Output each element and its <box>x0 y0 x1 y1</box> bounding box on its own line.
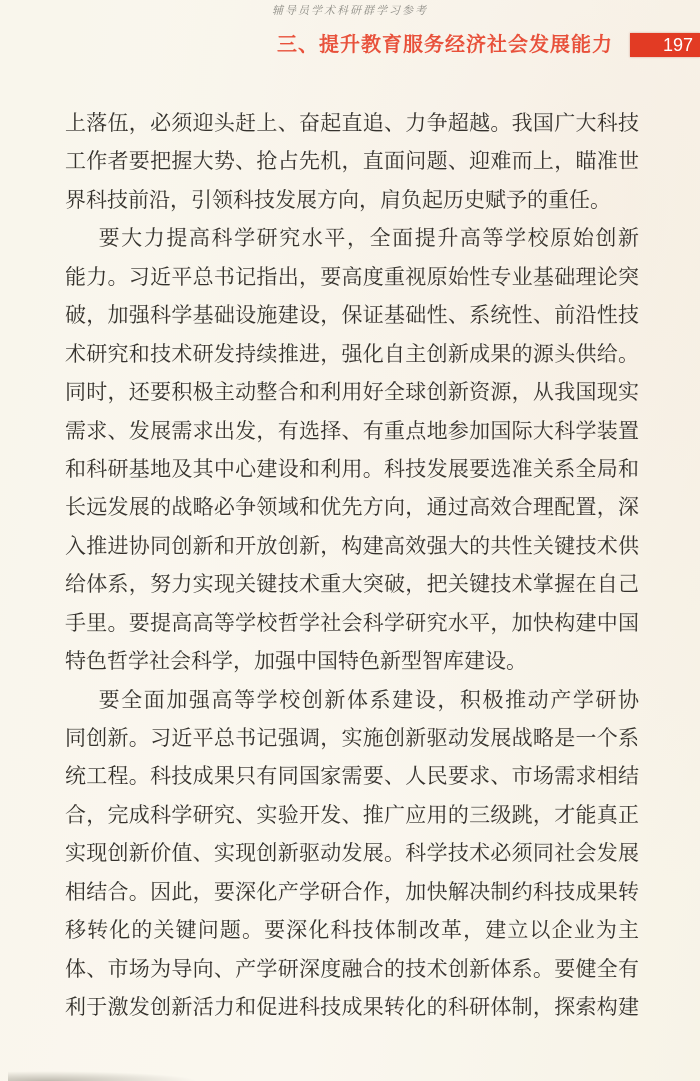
text-line: 同时，还要积极主动整合和利用好全球创新资源，从我国现实 <box>65 380 639 405</box>
scan-smudge <box>8 1071 198 1081</box>
text-line: 入推进协同创新和开放创新，构建高效强大的共性关键技术供 <box>65 533 639 558</box>
page-number: 197 <box>662 35 693 55</box>
text-line: 上落伍，必须迎头赶上、奋起直追、力争超越。我国广大科技 <box>65 111 639 135</box>
text-line: 要大力提高科学研究水平，全面提升高等学校原始创新 <box>98 226 639 251</box>
text-line: 实现创新价值、实现创新驱动发展。科学技术必须同社会发展 <box>65 841 639 866</box>
text-line: 手里。要提高高等学校哲学社会科学研究水平，加快构建中国 <box>65 610 639 635</box>
text-line: 移转化的关键问题。要深化科技体制改革，建立以企业为主 <box>65 918 639 943</box>
text-line: 给体系，努力实现关键技术重大突破，把关键技术掌握在自己 <box>65 572 639 597</box>
text-line: 工作者要把握大势、抢占先机，直面问题、迎难而上，瞄准世 <box>65 149 639 174</box>
text-line: 相结合。因此，要深化产学研合作，加快解决制约科技成果转 <box>65 879 639 904</box>
text-line: 和科研基地及其中心建设和利用。科技发展要选准关系全局和 <box>65 456 639 481</box>
text-line: 特色哲学社会科学，加强中国特色新型智库建设。 <box>65 649 527 674</box>
header-note: 辅导员学术科研群学习参考 <box>272 5 428 17</box>
text-line: 合，完成科学研究、实验开发、推广应用的三级跳，才能真正 <box>65 802 639 827</box>
text-line: 体、市场为导向、产学研深度融合的技术创新体系。要健全有 <box>65 956 639 981</box>
text-line: 要全面加强高等学校创新体系建设，积极推动产学研协 <box>98 687 639 712</box>
text-line: 同创新。习近平总书记强调，实施创新驱动发展战略是一个系 <box>65 726 639 750</box>
text-line: 界科技前沿，引领科技发展方向，肩负起历史赋予的重任。 <box>65 187 611 212</box>
page-number-badge <box>630 33 700 57</box>
text-line: 利于激发创新活力和促进科技成果转化的科研体制，探索构建 <box>65 995 639 1020</box>
chapter-title: 三、提升教育服务经济社会发展能力 <box>277 34 613 56</box>
text-line: 破，加强科学基础设施建设，保证基础性、系统性、前沿性技 <box>65 303 639 328</box>
text-line: 统工程。科技成果只有同国家需要、人民要求、市场需求相结 <box>65 764 639 789</box>
body-text <box>65 104 639 1027</box>
text-line: 需求、发展需求出发，有选择、有重点地参加国际大科学装置 <box>65 418 639 443</box>
chapter-header <box>0 32 700 58</box>
text-line: 长远发展的战略必争领域和优先方向，通过高效合理配置，深 <box>65 495 639 520</box>
text-line: 能力。习近平总书记指出，要高度重视原始性专业基础理论突 <box>65 264 639 289</box>
text-line: 术研究和技术研发持续推进，强化自主创新成果的源头供给。 <box>65 341 639 366</box>
